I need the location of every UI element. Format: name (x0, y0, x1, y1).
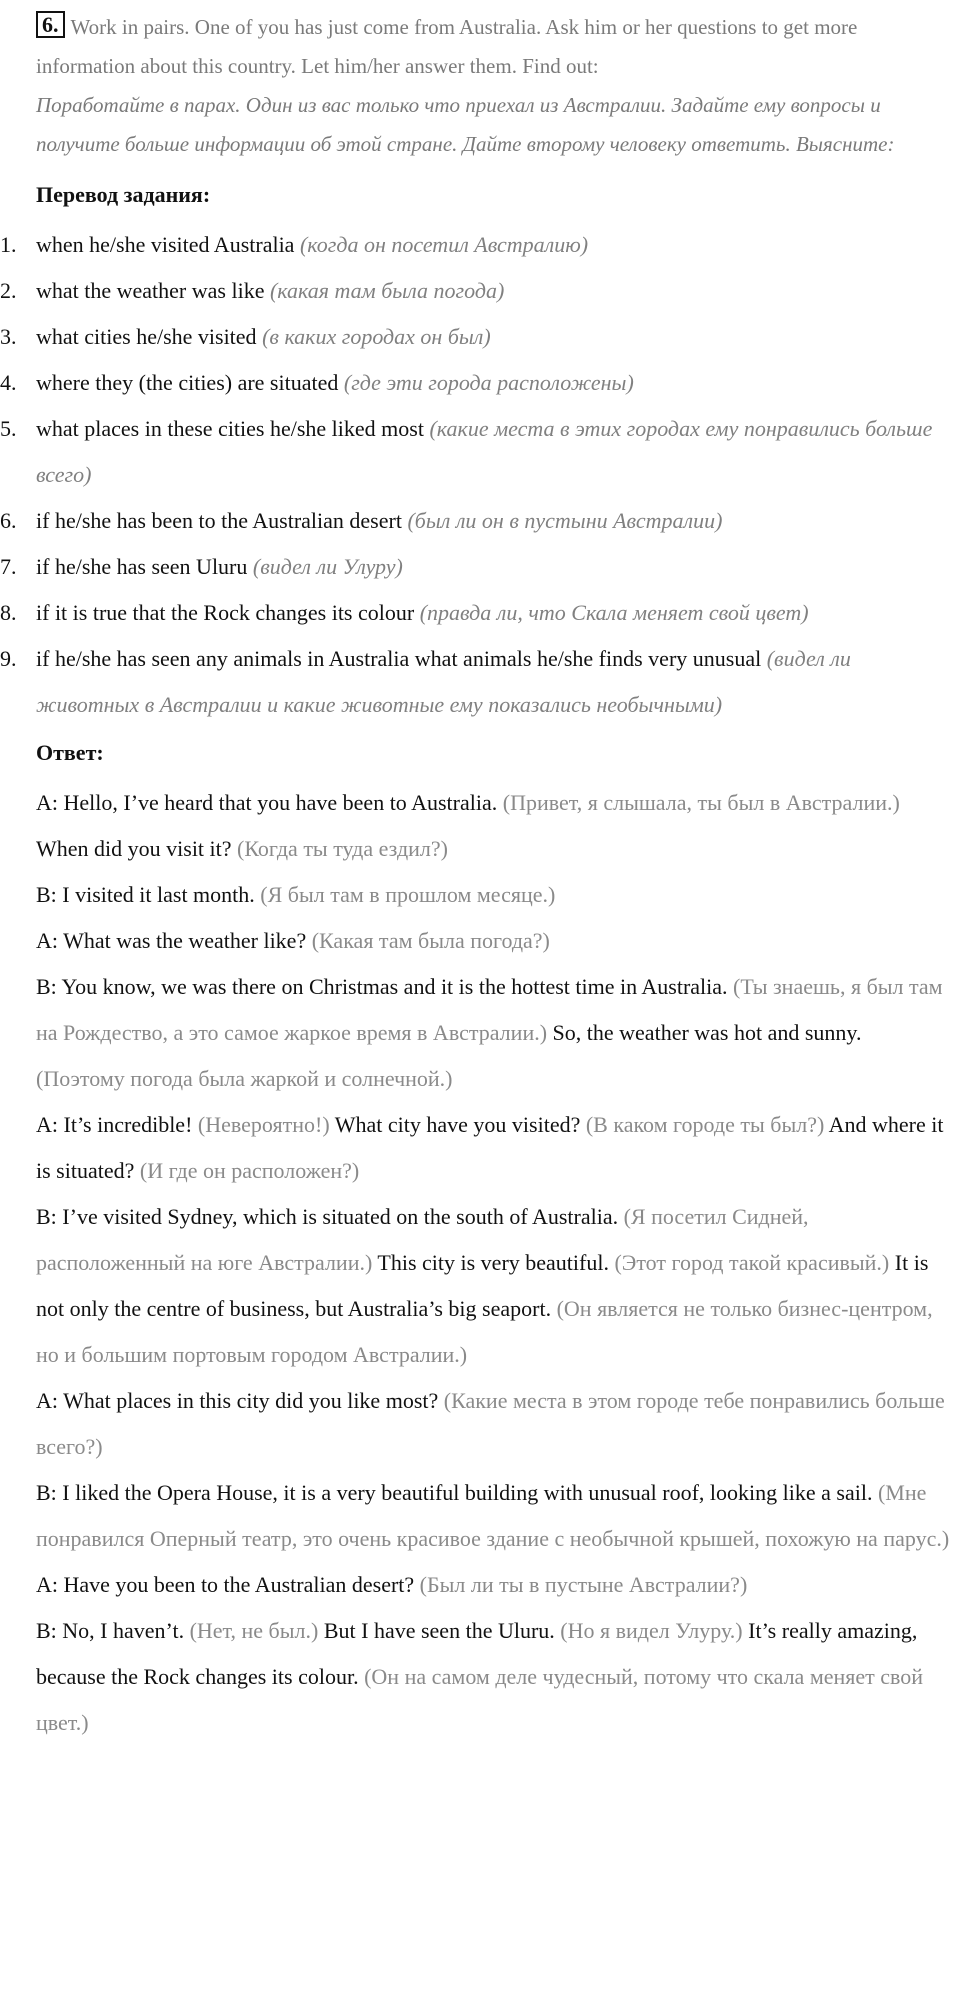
dialogue-text: So, the weather was hot and sunny. (552, 1020, 862, 1045)
dialogue-translation: (Я посетил Сидней, расположенный на юге Австралии.) (36, 1204, 809, 1275)
question-ru: (видел ли Улуру) (252, 554, 403, 579)
list-item-number: 6. (0, 508, 17, 533)
dialogue-text: B: I liked the Opera House, it is a very beautiful building with unusual roof, looking like a sail. (36, 1480, 878, 1505)
dialogue-line (36, 1102, 950, 1194)
list-item-number: 8. (0, 600, 17, 625)
dialogue-text: B: I’ve visited Sydney, which is situated on the south of Australia. (36, 1204, 624, 1229)
dialogue-text: It’s really amazing, because the Rock changes its colour. (36, 1618, 918, 1689)
question-en: when he/she visited Australia (36, 232, 295, 257)
question-en: if he/she has been to the Australian desert (36, 508, 402, 533)
dialogue-text: This city is very beautiful. (377, 1250, 615, 1275)
list-item (0, 314, 946, 360)
dialogue (36, 780, 950, 1746)
task-number: 6. (36, 11, 65, 38)
list-item (0, 268, 946, 314)
dialogue-line (36, 1470, 950, 1562)
list-item-number: 1. (0, 232, 17, 257)
dialogue-text: B: No, I haven’t. (36, 1618, 190, 1643)
dialogue-line (36, 1562, 950, 1608)
task-instruction (36, 8, 950, 164)
list-item (0, 590, 946, 636)
question-en: what cities he/she visited (36, 324, 257, 349)
dialogue-line (36, 1608, 950, 1746)
question-ru: (какая там была погода) (269, 278, 505, 303)
dialogue-translation: (Этот город такой красивый.) (614, 1250, 895, 1275)
dialogue-text: What city have you visited? (334, 1112, 586, 1137)
dialogue-translation: (Поэтому погода была жаркой и солнечной.) (36, 1066, 453, 1091)
question-en: if it is true that the Rock changes its colour (36, 600, 415, 625)
dialogue-translation: (Я был там в прошлом месяце.) (260, 882, 556, 907)
dialogue-text: And where it is situated? (36, 1112, 944, 1183)
dialogue-translation: (Какая там была погода?) (311, 928, 550, 953)
dialogue-translation: (Нет, не был.) (189, 1618, 324, 1643)
dialogue-translation: (Но я видел Улуру.) (560, 1618, 749, 1643)
list-item (0, 222, 946, 268)
question-ru: (в каких городах он был) (262, 324, 491, 349)
dialogue-translation: (Он является не только бизнес-центром, но и большим портовым городом Австралии.) (36, 1296, 933, 1367)
list-item-number: 7. (0, 554, 17, 579)
dialogue-text: When did you visit it? (36, 836, 238, 861)
dialogue-translation: (Привет, я слышала, ты был в Австралии.) (502, 790, 900, 815)
dialogue-text: But I have seen the Uluru. (323, 1618, 561, 1643)
dialogue-translation: (Был ли ты в пустыне Австралии?) (419, 1572, 748, 1597)
dialogue-line (36, 872, 950, 918)
dialogue-text: A: What was the weather like? (36, 928, 312, 953)
question-en: if he/she has seen Uluru (36, 554, 248, 579)
dialogue-translation: (Он на самом деле чудесный, потому что скала меняет свой цвет.) (36, 1664, 924, 1735)
question-en: where they (the cities) are situated (36, 370, 339, 395)
task-instruction-ru: Поработайте в парах. Один из вас только что приехал из Австралии. Задайте ему вопросы и получите больше информации об этой стране. Дайте второму человеку ответить. Выясните: (36, 93, 895, 156)
dialogue-text: B: You know, we was there on Christmas and it is the hottest time in Australia. (36, 974, 734, 999)
dialogue-translation: (И где он расположен?) (139, 1158, 360, 1183)
question-ru: (когда он посетил Австралию) (299, 232, 589, 257)
list-item-number: 2. (0, 278, 17, 303)
dialogue-line (36, 964, 950, 1102)
dialogue-translation: (Когда ты туда ездил?) (237, 836, 448, 861)
list-item (0, 498, 946, 544)
question-ru: (видел ли животных в Австралии и какие животные ему показались необычными) (36, 646, 851, 717)
dialogue-text: B: I visited it last month. (36, 882, 261, 907)
questions-list (0, 222, 960, 728)
list-item-number: 9. (0, 646, 17, 671)
question-ru: (где эти города расположены) (343, 370, 634, 395)
answer-heading: Ответ: (36, 740, 104, 765)
dialogue-translation: (Мне понравился Оперный театр, это очень красивое здание с необычной крышей, похожую на парус.) (36, 1480, 950, 1551)
list-item (0, 636, 946, 728)
dialogue-translation: (В каком городе ты был?) (585, 1112, 829, 1137)
list-item-number: 3. (0, 324, 17, 349)
question-en: if he/she has seen any animals in Australia what animals he/she finds very unusual (36, 646, 762, 671)
dialogue-text: It is not only the centre of business, but Australia’s big seaport. (36, 1250, 929, 1321)
dialogue-text: A: It’s incredible! (36, 1112, 198, 1137)
list-item-number: 5. (0, 416, 17, 441)
dialogue-text: A: Hello, I’ve heard that you have been to Australia. (36, 790, 503, 815)
dialogue-text: A: Have you been to the Australian desert? (36, 1572, 420, 1597)
dialogue-line (36, 780, 950, 872)
list-item-number: 4. (0, 370, 17, 395)
question-ru: (был ли он в пустыни Австралии) (407, 508, 723, 533)
dialogue-translation: (Какие места в этом городе тебе понравились больше всего?) (36, 1388, 945, 1459)
dialogue-translation: (Невероятно!) (197, 1112, 335, 1137)
question-ru: (какие места в этих городах ему понравились больше всего) (36, 416, 933, 487)
question-en: what places in these cities he/she liked most (36, 416, 424, 441)
question-ru: (правда ли, что Скала меняет свой цвет) (419, 600, 809, 625)
dialogue-line (36, 1194, 950, 1378)
list-item (0, 360, 946, 406)
question-en: what the weather was like (36, 278, 265, 303)
list-item (0, 406, 946, 498)
translation-heading: Перевод задания: (36, 182, 211, 207)
dialogue-text: A: What places in this city did you like most? (36, 1388, 444, 1413)
dialogue-line (36, 918, 950, 964)
dialogue-line (36, 1378, 950, 1470)
list-item (0, 544, 946, 590)
task-instruction-en: Work in pairs. One of you has just come from Australia. Ask him or her questions to get more information about this country. Let him/her answer them. Find out: (36, 15, 858, 78)
dialogue-translation: (Ты знаешь, я был там на Рождество, а это самое жаркое время в Австралии.) (36, 974, 943, 1045)
